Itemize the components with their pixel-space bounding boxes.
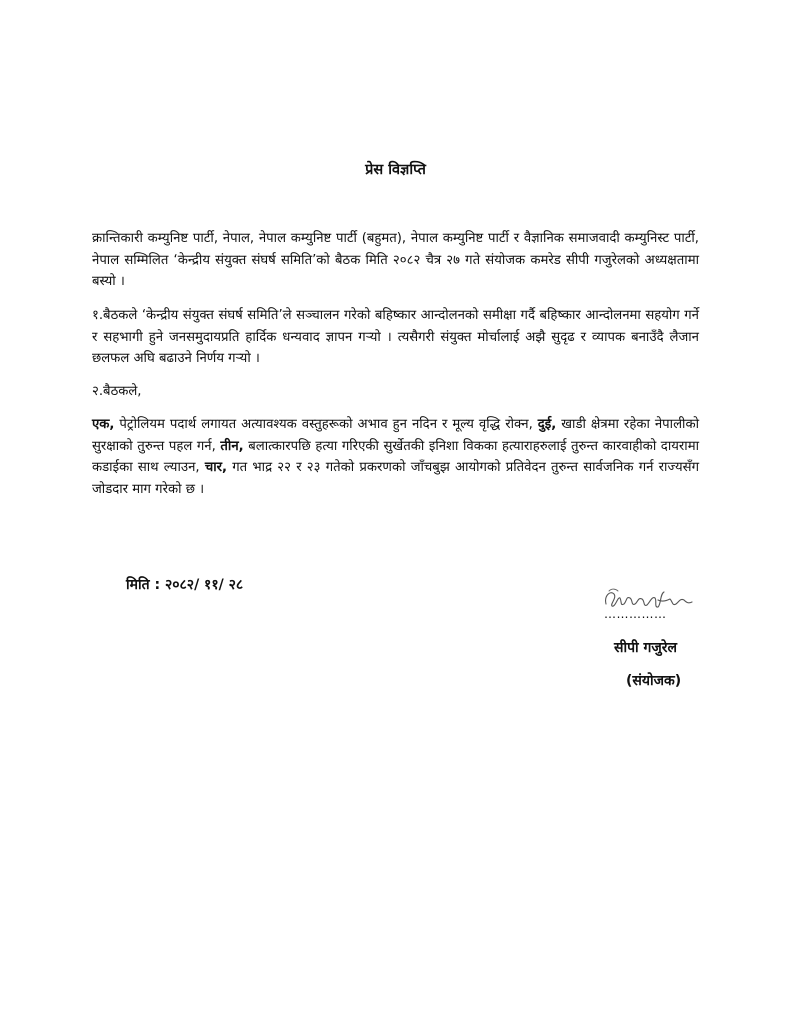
signature-dotted-line: …………… bbox=[604, 607, 667, 621]
demand-3-text: बलात्कारपछि हत्या गरिएकी सुर्खेतकी इनिशा विकका हत्याराहरुलाई तुरुन्त कारवाहीको दायरामा कडाईका साथ ल्याउन, bbox=[92, 438, 699, 475]
decision-1-paragraph: १.बैठकले ‘केन्द्रीय संयुक्त संघर्ष समिति’ले सञ्चालन गरेको बहिष्कार आन्दोलनको समीक्षा गर्दै बहिष्कार आन्दोलनमा सहयोग गर्ने र सहभागी हुने जनसमुदायप्रति हार्दिक धन्यवाद ज्ञापन गऱ्यो । त्यसैगरी संयुक्त मोर्चालाई अझै सुदृढ र व्यापक बनाउँदै लैजान छलफल अघि बढाउने निर्णय गऱ्यो । bbox=[92, 308, 699, 366]
signer-role: (संयोजक) bbox=[626, 673, 682, 689]
demand-2-lead: दुई, bbox=[537, 417, 557, 432]
document-title: प्रेस विज्ञप्ति bbox=[365, 162, 426, 178]
decision-2-heading: २.बैठकले, bbox=[92, 384, 142, 399]
demand-4-lead: चार, bbox=[204, 460, 228, 475]
demand-3-lead: तीन, bbox=[220, 438, 244, 454]
date-line: मिति : २०८२/ ११/ २८ bbox=[126, 577, 244, 593]
demand-1-text: पेट्रोलियम पदार्थ लगायत अत्यावश्यक वस्तुहरूको अभाव हुन नदिन र मूल्य वृद्धि रोक्न, bbox=[114, 417, 538, 432]
demand-4-text: गत भाद्र २२ र २३ गतेको प्रकरणको जाँचबुझ आयोगको प्रतिवेदन तुरुन्त सार्वजनिक गर्न राज्यसँग जोडदार माग गरेको छ । bbox=[92, 460, 700, 497]
demand-2-text: खाडी क्षेत्रमा रहेका नेपालीको सुरक्षाको तुरुन्त पहल गर्न, bbox=[92, 417, 699, 454]
demand-1-lead: एक, bbox=[92, 417, 115, 432]
demands-paragraph bbox=[92, 414, 699, 500]
intro-paragraph: क्रान्तिकारी कम्युनिष्ट पार्टी, नेपाल, नेपाल कम्युनिष्ट पार्टी (बहुमत), नेपाल कम्युनिष्ट पार्टी र वैज्ञानिक समाजवादी कम्युनिस्ट पार्टी, नेपाल सम्मिलित ‘केन्द्रीय संयुक्त संघर्ष समिति’को बैठक मिति २०८२ चैत्र २७ गते संयोजक कमरेड सीपी गजुरेलको अध्यक्षतामा बस्यो । bbox=[92, 231, 699, 289]
signer-name: सीपी गजुरेल bbox=[614, 640, 678, 656]
